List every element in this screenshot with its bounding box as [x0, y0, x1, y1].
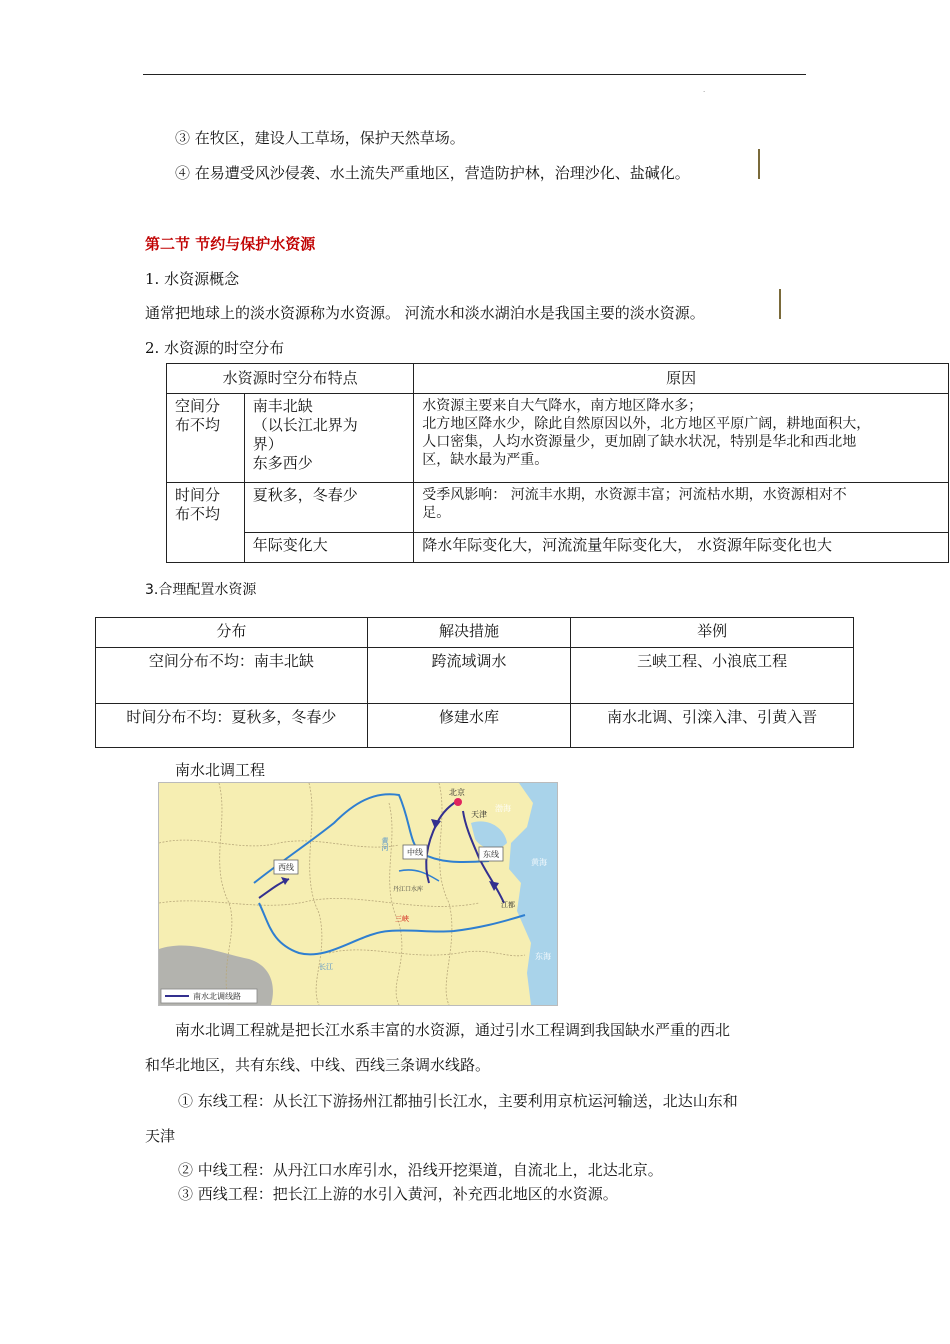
header-rule [143, 74, 806, 75]
desc-line-2: 和华北地区，共有东线、中线、西线三条调水线路。 [145, 1056, 491, 1074]
header-mark: . [703, 86, 706, 94]
map-label-east-sea: 东海 [535, 952, 551, 961]
table1-header-feature: 水资源时空分布特点 [167, 364, 414, 394]
table1-reason-annual: 降水年际变化大，河流流量年际变化大， 水资源年际变化也大 [414, 533, 949, 563]
table2-header-example: 举例 [571, 618, 854, 648]
table1-group-time: 时间分 布不均 [167, 483, 245, 563]
map-label-bohai: 渤海 [495, 804, 511, 813]
table2-cell: 时间分布不均：夏秋多，冬春少 [96, 704, 368, 748]
map-label-yellow-sea: 黄海 [531, 858, 547, 867]
table1-feature-space: 南丰北缺 （以长江北界为 界） 东多西少 [244, 394, 413, 483]
map-label-beijing: 北京 [449, 788, 465, 797]
heading-allocation: 3.合理配置水资源 [145, 582, 257, 598]
table1-group-space: 空间分 布不均 [167, 394, 245, 483]
section-title: 第二节 节约与保护水资源 [145, 235, 316, 253]
table1-feature-annual: 年际变化大 [244, 533, 413, 563]
allocation-table [95, 617, 854, 748]
map-label-east: 东线 [483, 850, 499, 859]
map-caption: 南水北调工程 [175, 761, 266, 779]
table2-cell: 修建水库 [367, 704, 571, 748]
table2-cell: 空间分布不均：南丰北缺 [96, 648, 368, 704]
table2-header-measure: 解决措施 [367, 618, 571, 648]
map-label-yellow-river: 黄河 [381, 837, 389, 851]
table1-header-reason: 原因 [414, 364, 949, 394]
heading-distribution: 2. 水资源的时空分布 [145, 339, 285, 357]
desc-middle: ② 中线工程：从丹江口水库引水，沿线开挖渠道，自流北上，北达北京。 [178, 1161, 663, 1179]
table2-cell: 南水北调、引滦入津、引黄入晋 [571, 704, 854, 748]
desc-east-2: 天津 [145, 1127, 176, 1145]
paragraph-water-concept: 通常把地球上的淡水资源称为水资源。 河流水和淡水湖泊水是我国主要的淡水资源。 [145, 304, 705, 322]
map-label-jiangdu: 江都 [501, 901, 515, 909]
table1-reason-space: 水资源主要来自大气降水，南方地区降水多； 北方地区降水少，除此自然原因以外，北方地区平原广阔，耕地面积大， 人口密集，人均水资源量少，更加剧了缺水状况，特别是华北和西北地 区，缺水最为严重。 [414, 394, 949, 483]
desc-west: ③ 西线工程：把长江上游的水引入黄河，补充西北地区的水资源。 [178, 1185, 618, 1203]
map-beijing-star [454, 798, 462, 806]
table1-feature-season: 夏秋多，冬春少 [244, 483, 413, 533]
text-cursor-2 [779, 289, 781, 319]
map-label-middle: 中线 [407, 848, 423, 857]
heading-water-concept: 1. 水资源概念 [145, 270, 240, 288]
table2-cell: 三峡工程、小浪底工程 [571, 648, 854, 704]
measure-item-3: ③ 在牧区，建设人工草场，保护天然草场。 [175, 129, 465, 147]
desc-line-1: 南水北调工程就是把长江水系丰富的水资源，通过引水工程调到我国缺水严重的西北 [175, 1021, 731, 1039]
text-cursor [758, 149, 760, 179]
table1-reason-season: 受季风影响： 河流丰水期，水资源丰富；河流枯水期，水资源相对不 足。 [414, 483, 949, 533]
map-label-sanxia: 三峡 [395, 915, 409, 923]
map-label-west: 西线 [278, 863, 294, 872]
map-legend-label: 南水北调线路 [193, 992, 241, 1001]
table2-cell: 跨流域调水 [367, 648, 571, 704]
map-svg [159, 783, 557, 1005]
table2-header-distribution: 分布 [96, 618, 368, 648]
map-label-danjiangkou: 丹江口水库 [393, 886, 424, 893]
south-north-water-map [158, 782, 558, 1006]
map-label-tianjin: 天津 [471, 810, 487, 819]
measure-item-4: ④ 在易遭受风沙侵袭、水土流失严重地区，营造防护林，治理沙化、盐碱化。 [175, 164, 690, 182]
map-label-yangtze: 长江 [319, 963, 333, 971]
desc-east-1: ① 东线工程：从长江下游扬州江都抽引长江水，主要利用京杭运河输送，北达山东和 [178, 1092, 738, 1110]
distribution-table [166, 363, 949, 563]
